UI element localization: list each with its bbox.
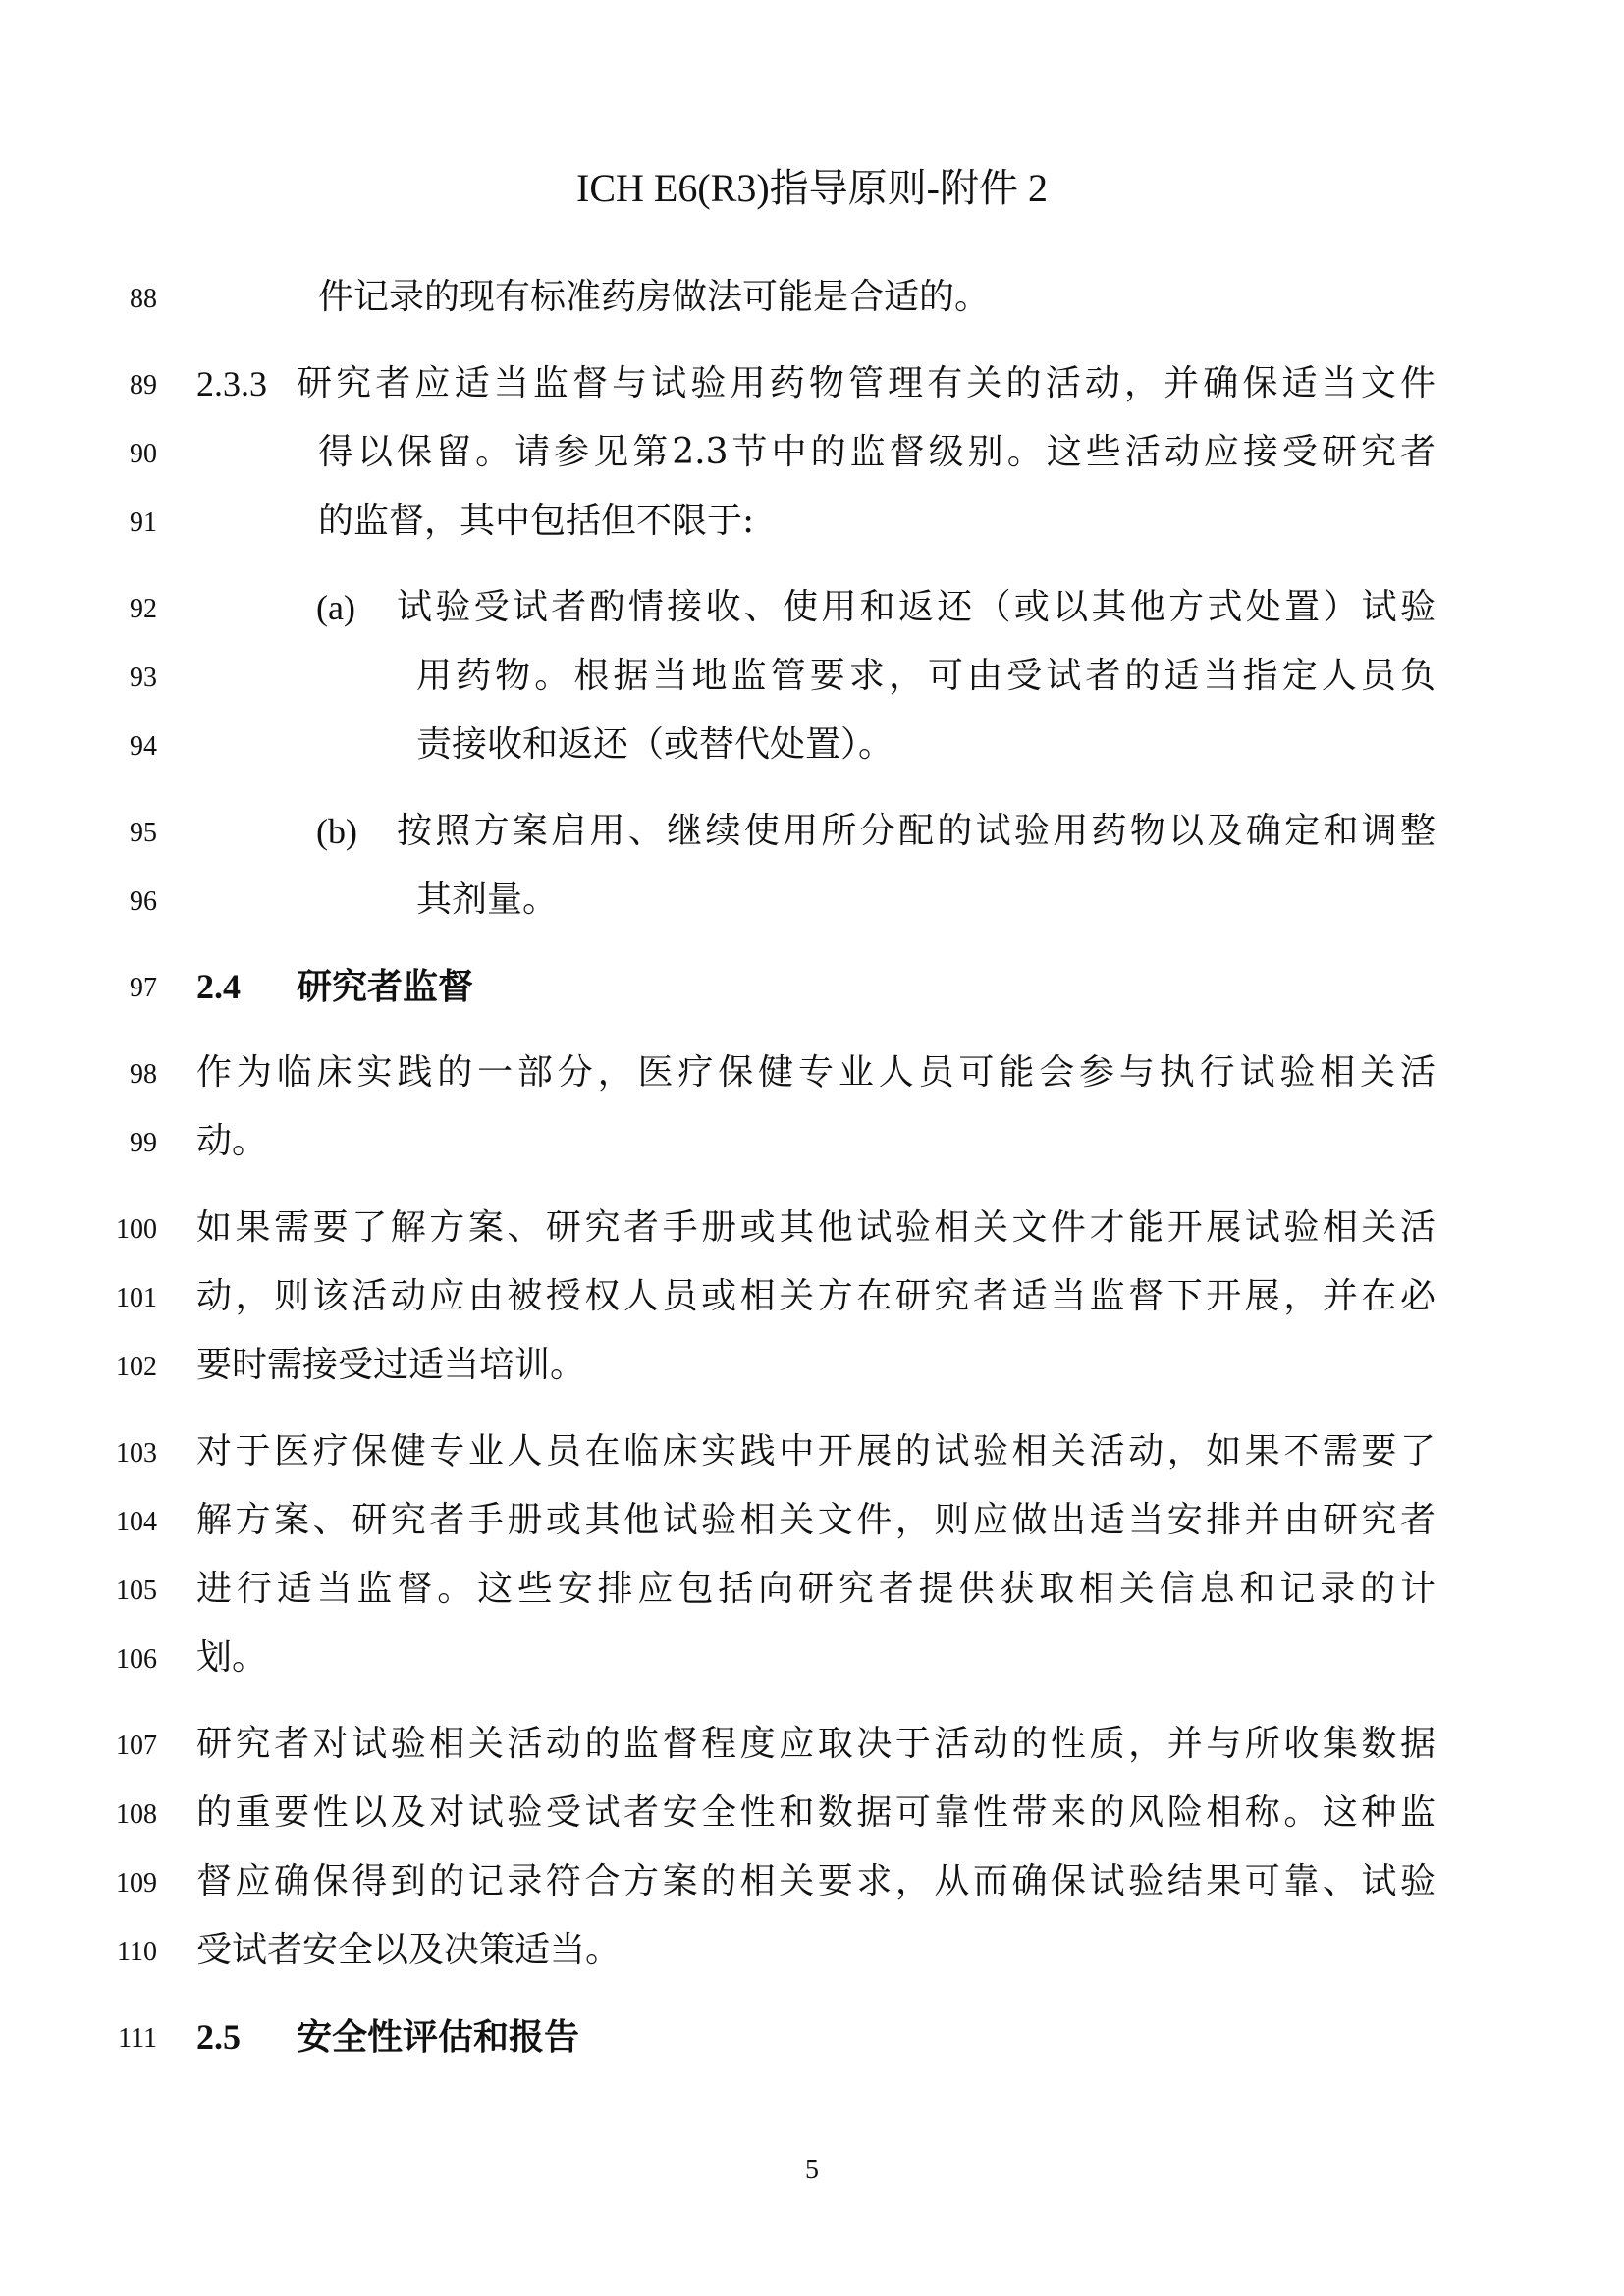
line-number: 110 bbox=[117, 1937, 157, 1967]
body-text-line: 受试者安全以及决策适当。 bbox=[196, 1930, 622, 1970]
body-text-line: 得以保留。请参见第2.3节中的监督级别。这些活动应接受研究者 bbox=[318, 432, 1435, 472]
list-label: (b) bbox=[316, 812, 357, 851]
line-number: 92 bbox=[130, 594, 157, 624]
page-header: ICH E6(R3)指导原则-附件 2 bbox=[576, 166, 1048, 210]
line-number: 93 bbox=[130, 663, 157, 693]
body-text-line: 作为临床实践的一部分，医疗保健专业人员可能会参与执行试验相关活 bbox=[196, 1052, 1435, 1093]
line-number: 96 bbox=[130, 886, 157, 917]
body-text-line: 按照方案启用、继续使用所分配的试验用药物以及确定和调整 bbox=[397, 811, 1435, 851]
line-number: 108 bbox=[116, 1799, 157, 1830]
body-text-line: 件记录的现有标准药房做法可能是合适的。 bbox=[318, 277, 991, 317]
list-label: (a) bbox=[316, 588, 355, 627]
body-text-line: 解方案、研究者手册或其他试验相关文件，则应做出适当安排并由研究者 bbox=[196, 1500, 1435, 1540]
section-heading-number: 2.5 bbox=[196, 2017, 241, 2056]
line-number: 88 bbox=[130, 284, 157, 314]
section-heading: 安全性评估和报告 bbox=[297, 2016, 580, 2057]
body-text-line: 督应确保得到的记录符合方案的相关要求，从而确保试验结果可靠、试验 bbox=[196, 1861, 1435, 1901]
line-number: 101 bbox=[116, 1283, 157, 1313]
section-number: 2.3.3 bbox=[196, 364, 267, 403]
line-number: 94 bbox=[130, 731, 157, 762]
body-text-line: 研究者应适当监督与试验用药物管理有关的活动，并确保适当文件 bbox=[297, 363, 1435, 403]
page-number: 5 bbox=[805, 2155, 819, 2185]
line-number: 97 bbox=[130, 973, 157, 1003]
section-heading-number: 2.4 bbox=[196, 967, 241, 1006]
body-text-line: 划。 bbox=[196, 1637, 268, 1678]
body-text-line: 的监督，其中包括但不限于: bbox=[318, 501, 755, 541]
body-text-line: 用药物。根据当地监管要求，可由受试者的适当指定人员负 bbox=[416, 656, 1435, 696]
line-number: 106 bbox=[116, 1644, 157, 1675]
line-number: 103 bbox=[116, 1438, 157, 1468]
body-text-line: 动，则该活动应由被授权人员或相关方在研究者适当监督下开展，并在必 bbox=[196, 1276, 1435, 1316]
section-heading: 研究者监督 bbox=[297, 966, 474, 1007]
body-text-line: 对于医疗保健专业人员在临床实践中开展的试验相关活动，如果不需要了 bbox=[196, 1431, 1435, 1471]
line-number: 98 bbox=[130, 1059, 157, 1090]
body-text-line: 其剂量。 bbox=[416, 880, 559, 920]
body-text-line: 如果需要了解方案、研究者手册或其他试验相关文件才能开展试验相关活 bbox=[196, 1207, 1435, 1248]
body-text-line: 动。 bbox=[196, 1121, 268, 1161]
line-number: 107 bbox=[116, 1731, 157, 1761]
body-text-line: 的重要性以及对试验受试者安全性和数据可靠性带来的风险相称。这种监 bbox=[196, 1792, 1435, 1833]
body-text-line: 进行适当监督。这些安排应包括向研究者提供获取相关信息和记录的计 bbox=[196, 1569, 1435, 1609]
line-number: 102 bbox=[116, 1352, 157, 1382]
line-number: 95 bbox=[130, 818, 157, 848]
line-number: 105 bbox=[116, 1575, 157, 1606]
line-number: 99 bbox=[130, 1128, 157, 1158]
line-number: 90 bbox=[130, 439, 157, 469]
line-number: 100 bbox=[116, 1214, 157, 1245]
body-text-line: 责接收和返还（或替代处置）。 bbox=[416, 724, 894, 765]
line-number: 104 bbox=[116, 1507, 157, 1537]
line-number: 111 bbox=[118, 2023, 157, 2054]
line-number: 109 bbox=[116, 1868, 157, 1898]
line-number: 91 bbox=[130, 507, 157, 538]
body-text-line: 研究者对试验相关活动的监督程度应取决于活动的性质，并与所收集数据 bbox=[196, 1724, 1435, 1764]
body-text-line: 试验受试者酌情接收、使用和返还（或以其他方式处置）试验 bbox=[397, 587, 1435, 627]
body-text-line: 要时需接受过适当培训。 bbox=[196, 1345, 586, 1385]
line-number: 89 bbox=[130, 370, 157, 400]
